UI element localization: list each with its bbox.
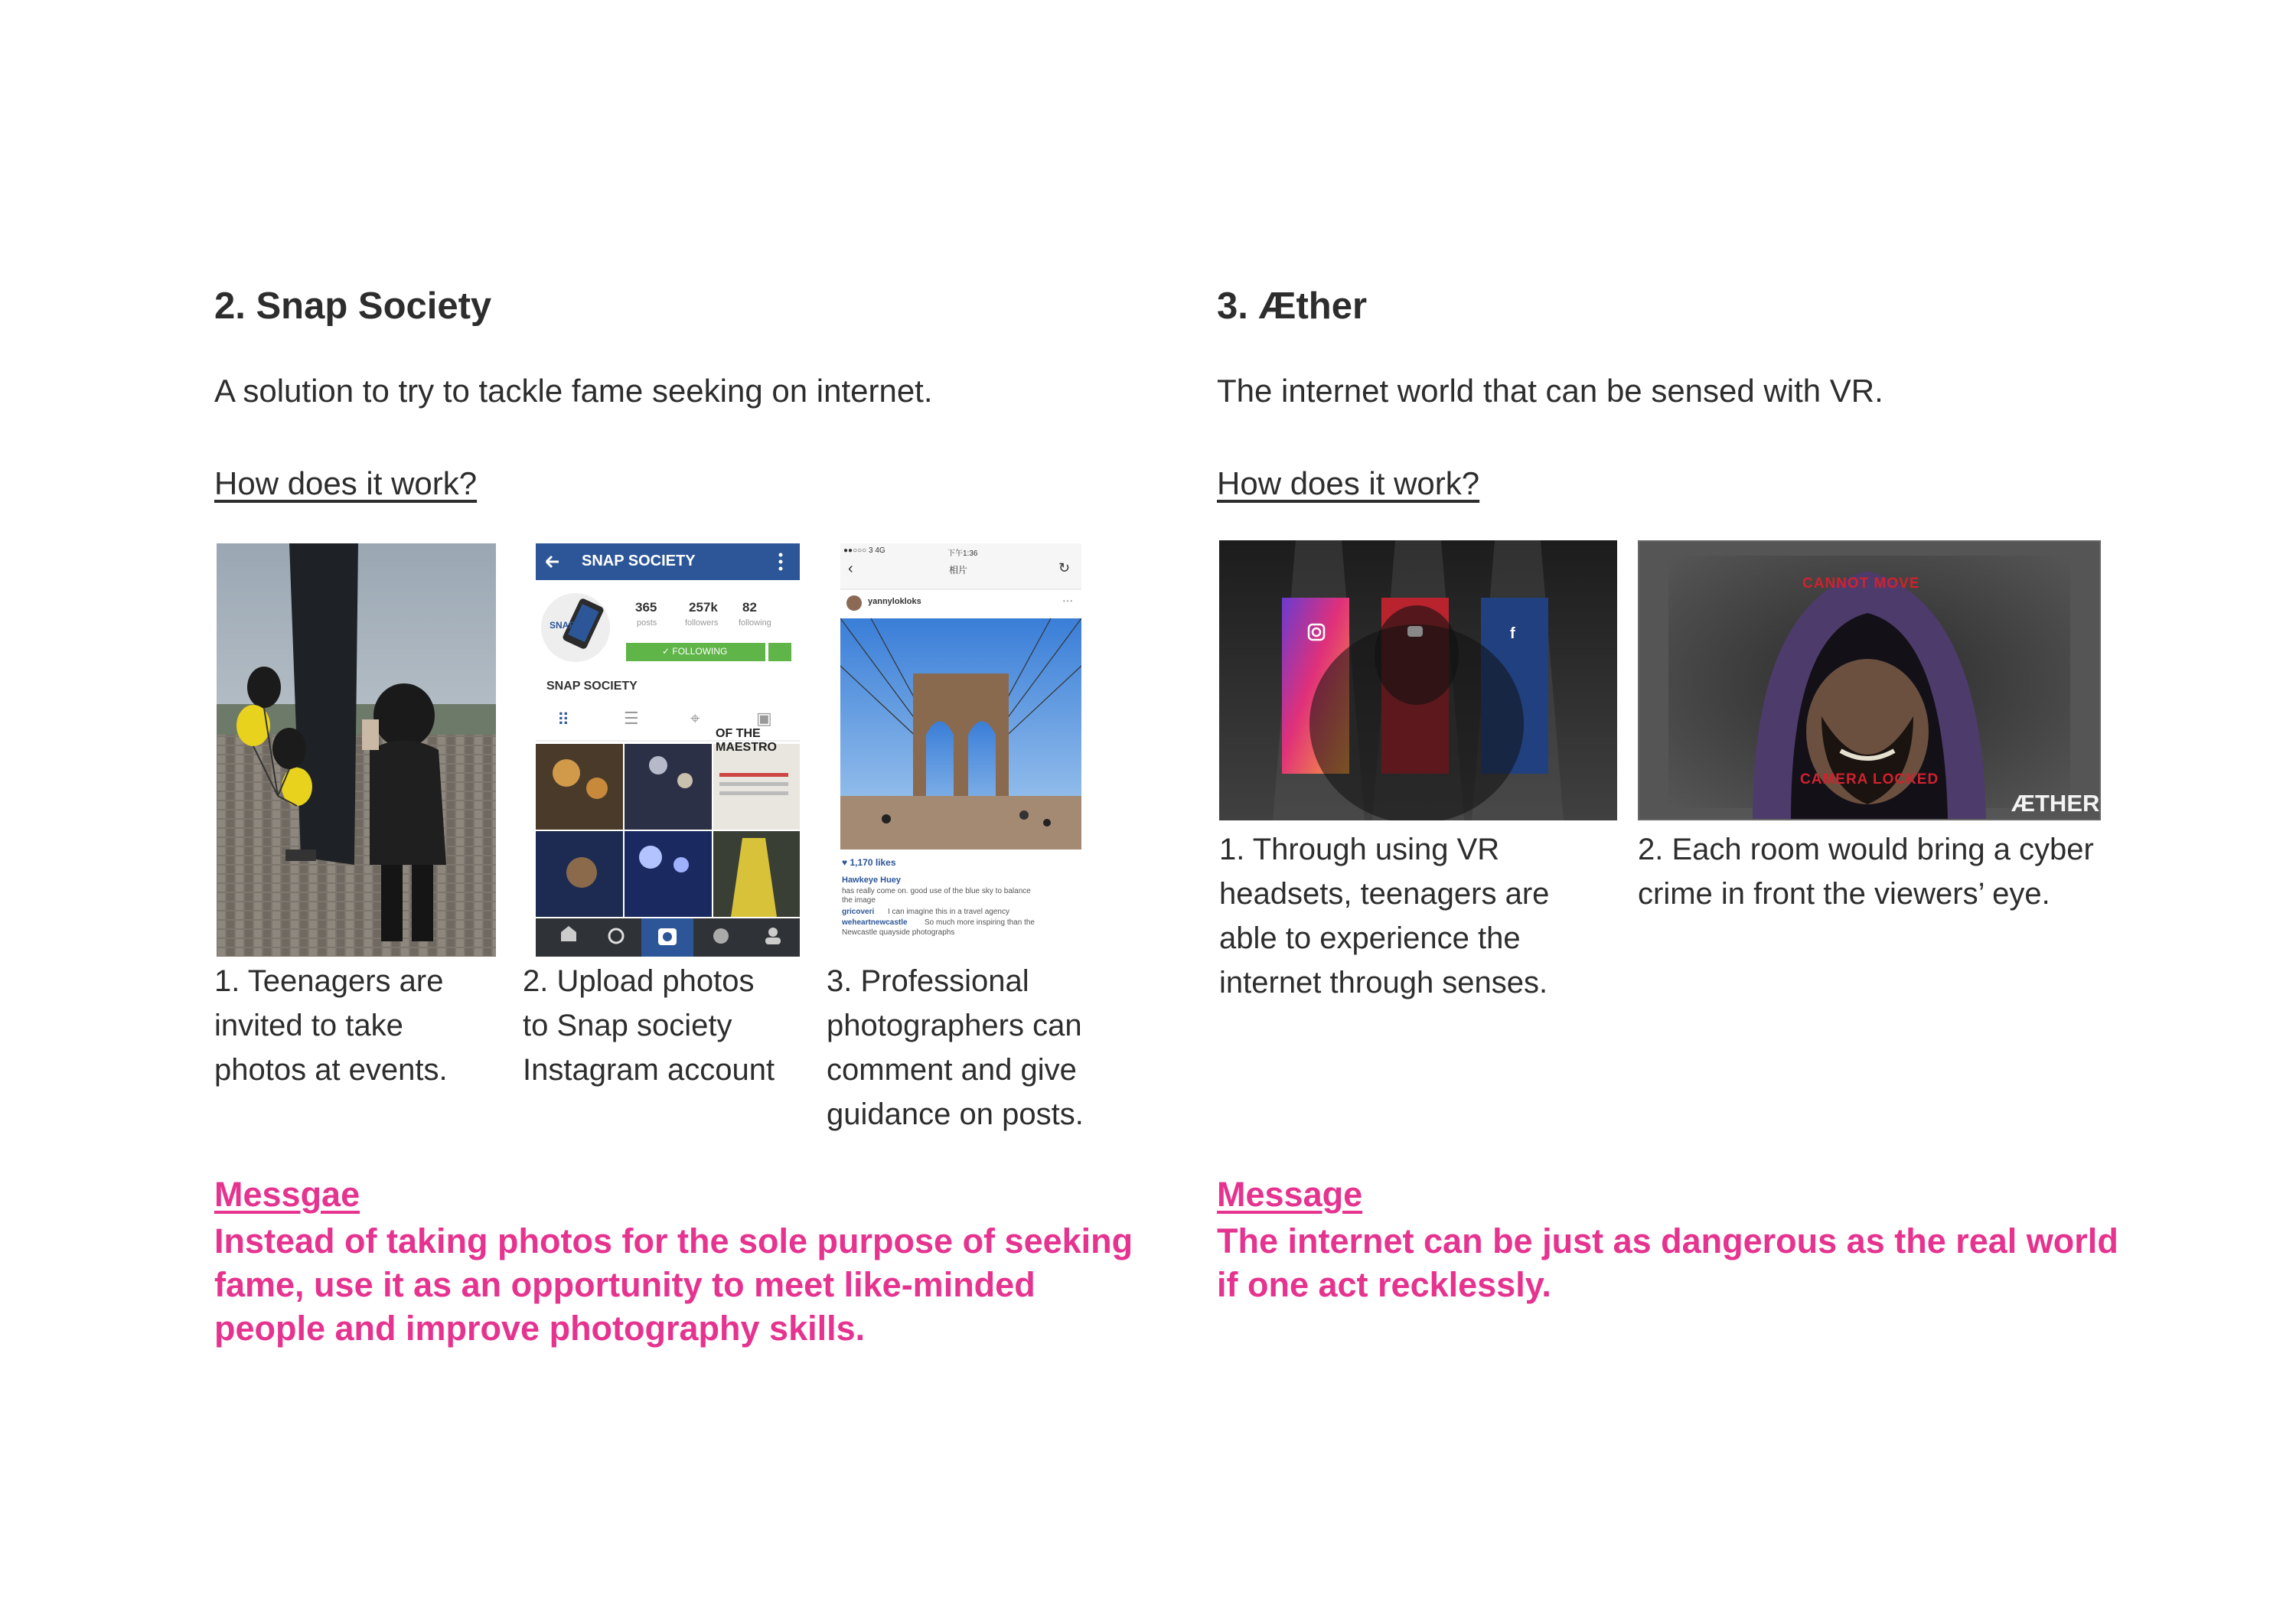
post-screen-title: 相片 (949, 565, 968, 576)
step-3-line-4: guidance on posts. (827, 1097, 1084, 1131)
tagged-icon[interactable]: ▣ (756, 709, 772, 728)
instagram-profile-screenshot (536, 543, 800, 957)
teen-event-photo (217, 543, 496, 957)
grid-view-icon[interactable]: ⠿ (557, 710, 570, 729)
step-1-caption (214, 959, 497, 1092)
right-message-heading: Message (1217, 1175, 1363, 1214)
post-username: yannylokloks (868, 597, 921, 606)
comment-3-line-b: Newcastle quayside photographs (842, 928, 955, 937)
profile-name: SNAP SOCIETY (546, 680, 638, 693)
vr-step-1-line-3: able to experience the (1219, 921, 1521, 955)
step-1-line-1: 1. Teenagers are (214, 964, 444, 998)
following-label: following (739, 618, 771, 628)
step-3-line-1: 3. Professional (827, 964, 1029, 998)
following-count: 82 (742, 600, 757, 615)
posts-count: 365 (635, 600, 657, 615)
vr-step-1-line-1: 1. Through using VR (1219, 833, 1500, 866)
commenter-1: Hawkeye Huey (842, 876, 902, 885)
comment-2: I can imagine this in a travel agency (888, 908, 1009, 916)
right-section-subtitle: The internet world that can be sensed with VR. (1217, 373, 1883, 409)
more-options-icon[interactable]: ··· (1062, 594, 1073, 606)
refresh-icon[interactable]: ↻ (1058, 560, 1071, 576)
hood-top-warning: CANNOT MOVE (1802, 576, 1920, 592)
comment-3-line-a: So much more inspiring than the (925, 918, 1035, 927)
commenter-3: weheartnewcastle (842, 918, 908, 927)
step-2-line-3: Instagram account (523, 1053, 775, 1087)
maestro-headline: OF THE MAESTRO (716, 727, 777, 754)
vr-step-1-line-4: internet through senses. (1219, 966, 1548, 1000)
right-message-line-2: if one act recklessly. (1217, 1265, 1551, 1304)
left-message-line-1: Instead of taking photos for the sole purpose of seeking (214, 1221, 1133, 1260)
posts-label: posts (637, 618, 657, 628)
right-message-line-1: The internet can be just as dangerous as the real world (1217, 1221, 2118, 1260)
left-section-subtitle: A solution to try to tackle fame seeking on internet. (214, 373, 933, 409)
step-3-line-2: photographers can (827, 1009, 1082, 1042)
vr-step-2-line-2: crime in front the viewers’ eye. (1638, 877, 2050, 911)
left-message-line-3: people and improve photography skills. (214, 1309, 866, 1348)
back-chevron-icon[interactable]: ‹ (848, 560, 853, 577)
left-section-title: 2. Snap Society (214, 285, 492, 327)
left-message-body (214, 1219, 1179, 1350)
post-likes: ♥ 1,170 likes (842, 857, 896, 868)
professional-comment-post (840, 543, 1081, 953)
comment-1-line-b: the image (842, 896, 876, 905)
snap-logo-text: SNAP (550, 620, 576, 631)
status-bar-left: ●●○○○ 3 4G (843, 546, 885, 555)
hooded-hacker-image (1638, 540, 2101, 820)
following-button[interactable]: ✓ FOLLOWING (662, 646, 728, 657)
right-how-heading: How does it work? (1217, 465, 1480, 501)
comment-1-line-a: has really come on. good use of the blue sky to balance (842, 887, 1031, 895)
followers-count: 257k (689, 600, 718, 615)
step-3-line-3: comment and give (827, 1053, 1077, 1087)
vr-step-2-line-1: 2. Each room would bring a cyber (1638, 833, 2094, 866)
left-message-line-2: fame, use it as an opportunity to meet like-minded (214, 1265, 1035, 1304)
right-section-title: 3. Æther (1217, 285, 1368, 327)
commenter-2: gricoveri (842, 908, 875, 916)
left-message-heading: Messgae (214, 1175, 360, 1214)
vr-step-1-caption (1219, 827, 1632, 1005)
list-view-icon[interactable]: ☰ (624, 709, 639, 728)
step-2-line-2: to Snap society (523, 1009, 732, 1042)
hood-bottom-warning: CAMERA LOCKED (1800, 771, 1939, 788)
vr-step-1-line-2: headsets, teenagers are (1219, 877, 1550, 911)
status-bar-time: 下午1:36 (947, 549, 978, 558)
left-how-heading: How does it work? (214, 465, 478, 501)
step-2-line-1: 2. Upload photos (523, 964, 755, 998)
vr-step-2-caption (1638, 827, 2128, 916)
step-2-caption (523, 959, 814, 1092)
insta-header-title: SNAP SOCIETY (582, 553, 696, 569)
followers-label: followers (685, 618, 719, 628)
step-1-line-3: photos at events. (214, 1053, 448, 1087)
right-message-body (1217, 1219, 2181, 1306)
svg-text:f: f (1510, 625, 1515, 642)
aether-brand-logo: ÆTHER (2011, 790, 2100, 817)
vr-doors-image (1219, 540, 1617, 820)
step-3-caption (827, 959, 1133, 1136)
step-1-line-2: invited to take (214, 1009, 403, 1042)
location-icon[interactable]: ⌖ (690, 709, 700, 728)
